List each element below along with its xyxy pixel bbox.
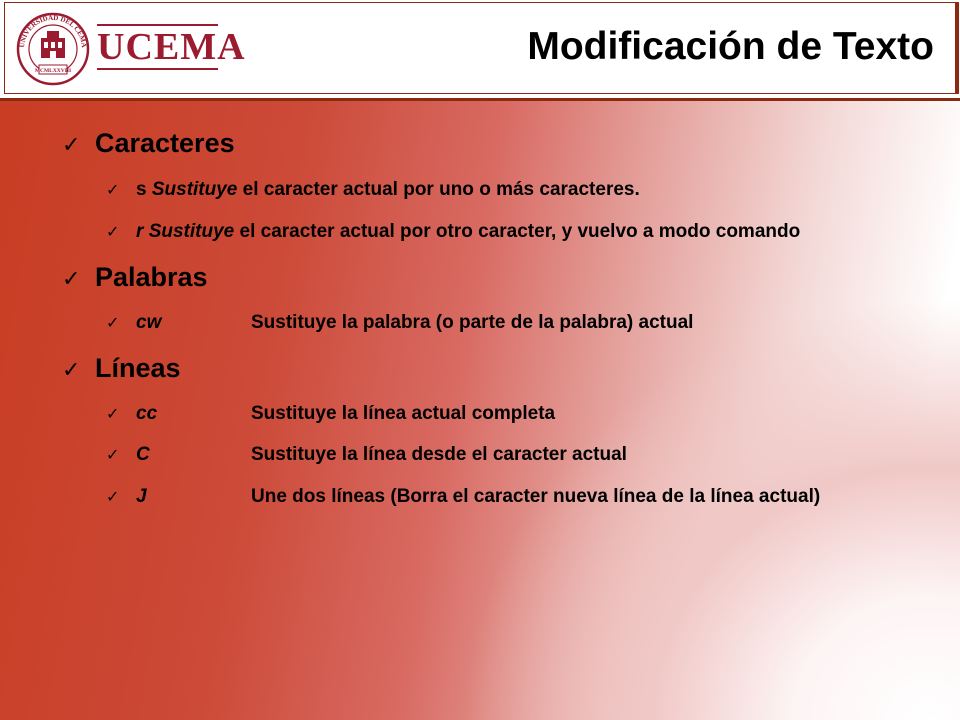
command-desc: Sustituye la línea desde el caracter actual <box>251 444 627 465</box>
list-item <box>106 221 800 243</box>
logo-rule-bottom <box>97 68 218 70</box>
command-desc: el caracter actual por uno o más caracteres. <box>237 179 640 200</box>
list-item <box>106 179 640 201</box>
checkmark-icon: ✓ <box>106 180 120 199</box>
section-heading-caracteres: ✓ Caracteres <box>62 128 235 158</box>
checkmark-icon: ✓ <box>62 133 81 158</box>
command-key: cw <box>136 312 162 333</box>
command-desc: Une dos líneas (Borra el caracter nueva línea de la línea actual) <box>251 486 821 507</box>
command-verb: Sustituye <box>148 221 235 242</box>
section-heading-lineas: ✓ Líneas <box>62 353 181 383</box>
checkmark-icon: ✓ <box>106 445 120 464</box>
list-item <box>106 444 627 466</box>
brand-logo-text: UCEMA <box>97 26 246 68</box>
command-key: J <box>136 486 147 507</box>
list-item <box>106 486 821 508</box>
command-verb: Sustituye <box>151 179 238 200</box>
command-key: cc <box>136 403 158 424</box>
list-item <box>106 312 694 334</box>
command-desc: el caracter actual por otro caracter, y vuelvo a modo comando <box>234 221 801 242</box>
svg-text:MCMLXXVIII: MCMLXXVIII <box>34 68 72 74</box>
command-key: r <box>136 221 144 242</box>
slide-title: Modificación de Texto <box>527 25 934 68</box>
checkmark-icon: ✓ <box>106 487 120 506</box>
list-item <box>106 403 556 425</box>
section-heading-palabras: ✓ Palabras <box>62 262 208 292</box>
checkmark-icon: ✓ <box>106 313 120 332</box>
command-desc: Sustituye la palabra (o parte de la palabra) actual <box>251 312 694 333</box>
command-key: C <box>136 444 150 465</box>
command-desc: Sustituye la línea actual completa <box>251 403 556 424</box>
checkmark-icon: ✓ <box>62 358 81 383</box>
svg-text:UNIVERSIDAD DEL CEMA: UNIVERSIDAD DEL CEMA <box>17 13 89 49</box>
command-key: s <box>136 179 147 200</box>
slide-header <box>0 0 960 101</box>
checkmark-icon: ✓ <box>62 267 81 292</box>
checkmark-icon: ✓ <box>106 222 120 241</box>
university-seal-logo <box>14 12 92 86</box>
checkmark-icon: ✓ <box>106 404 120 423</box>
